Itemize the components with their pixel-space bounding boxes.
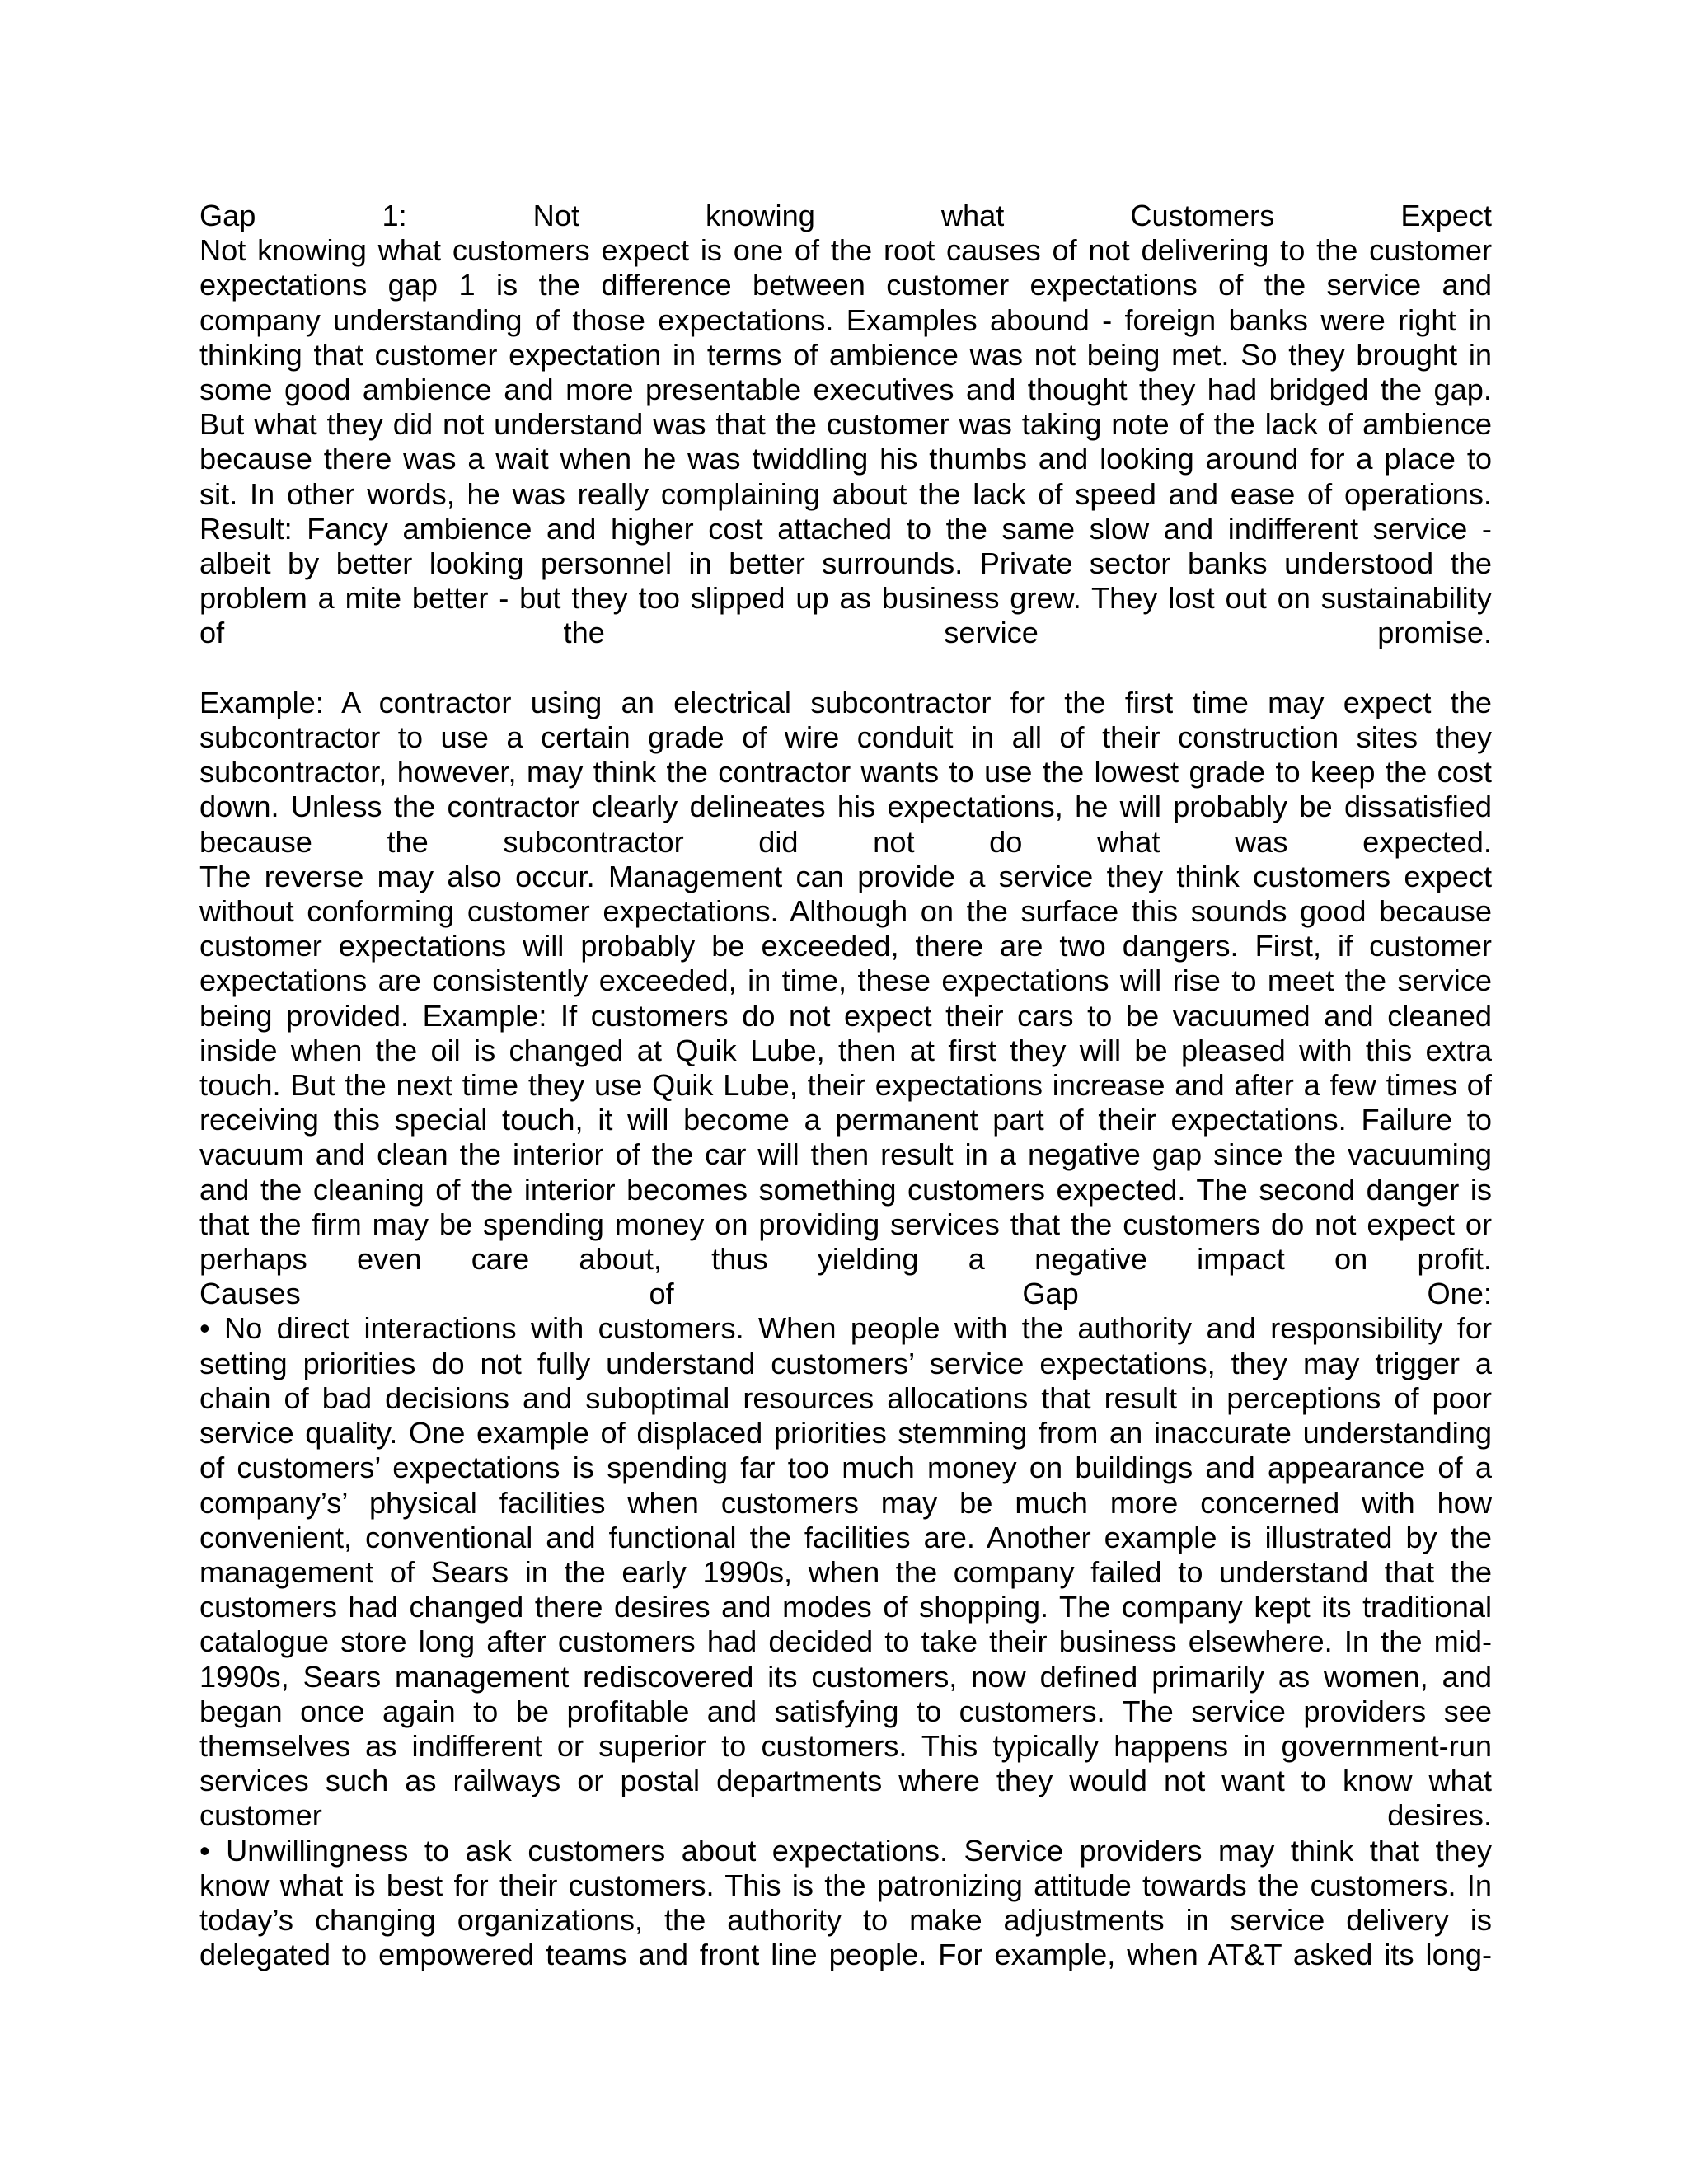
text-line: But what they did not understand was that the customer was taking note of the lack of ambience [199, 407, 1492, 442]
text-line: customer expectations will probably be exceeded, there are two dangers. First, if customer [199, 929, 1492, 963]
text-line: 1990s, Sears management rediscovered its customers, now defined primarily as women, and [199, 1659, 1492, 1694]
text-line: that the firm may be spending money on providing services that the customers do not expect or [199, 1207, 1492, 1241]
text-line: and the cleaning of the interior becomes something customers expected. The second danger is [199, 1172, 1492, 1207]
text-line: began once again to be profitable and satisfying to customers. The service providers see [199, 1694, 1492, 1728]
text-line: customers had changed there desires and modes of shopping. The company kept its traditional [199, 1590, 1492, 1624]
text-line: because the subcontractor did not do what was expected. [199, 824, 1492, 859]
text-line: subcontractor, however, may think the contractor wants to use the lowest grade to keep the cost [199, 755, 1492, 790]
text-line: Causes of Gap One: [199, 1277, 1492, 1311]
text-line: know what is best for their customers. This is the patronizing attitude towards the customers. In [199, 1868, 1492, 1902]
text-line: without conforming customer expectations. Although on the surface this sounds good because [199, 894, 1492, 929]
text-line: thinking that customer expectation in terms of ambience was not being met. So they brought in [199, 337, 1492, 372]
text-line: Gap 1: Not knowing what Customers Expect [199, 199, 1492, 232]
document-body-text [199, 199, 1492, 1972]
text-line: delegated to empowered teams and front line people. For example, when AT&T asked its long- [199, 1938, 1492, 1972]
text-line: receiving this special touch, it will become a permanent part of their expectations. Failure to [199, 1103, 1492, 1137]
text-line: The reverse may also occur. Management can provide a service they think customers expect [199, 859, 1492, 893]
text-line: service quality. One example of displaced priorities stemming from an inaccurate understanding [199, 1416, 1492, 1451]
text-line: some good ambience and more presentable executives and thought they had bridged the gap. [199, 373, 1492, 407]
blank-line [199, 651, 1492, 686]
text-line: services such as railways or postal departments where they would not want to know what [199, 1764, 1492, 1798]
text-line: today’s changing organizations, the authority to make adjustments in service delivery is [199, 1902, 1492, 1937]
text-line: Not knowing what customers expect is one of the root causes of not delivering to the customer [199, 233, 1492, 268]
text-line: of customers’ expectations is spending far too much money on buildings and appearance of a [199, 1451, 1492, 1485]
text-line: inside when the oil is changed at Quik Lube, then at first they will be pleased with this extra [199, 1033, 1492, 1067]
text-line: subcontractor to use a certain grade of wire conduit in all of their construction sites they [199, 720, 1492, 755]
text-line: setting priorities do not fully understand customers’ service expectations, they may trigger a [199, 1346, 1492, 1380]
text-line: because there was a wait when he was twiddling his thumbs and looking around for a place to [199, 442, 1492, 476]
text-line: of the service promise. [199, 616, 1492, 650]
text-line: perhaps even care about, thus yielding a negative impact on profit. [199, 1242, 1492, 1277]
text-line: problem a mite better - but they too slipped up as business grew. They lost out on sustainability [199, 581, 1492, 616]
text-line: • No direct interactions with customers. When people with the authority and responsibility for [199, 1311, 1492, 1346]
text-line: company understanding of those expectations. Examples abound - foreign banks were right in [199, 302, 1492, 337]
text-line: catalogue store long after customers had decided to take their business elsewhere. In the mid- [199, 1624, 1492, 1659]
text-line: albeit by better looking personnel in better surrounds. Private sector banks understood the [199, 546, 1492, 581]
text-line: Example: A contractor using an electrical subcontractor for the first time may expect the [199, 685, 1492, 719]
text-line: vacuum and clean the interior of the car will then result in a negative gap since the vacuuming [199, 1137, 1492, 1172]
text-line: • Unwillingness to ask customers about expectations. Service providers may think that they [199, 1833, 1492, 1868]
text-line: being provided. Example: If customers do not expect their cars to be vacuumed and cleaned [199, 998, 1492, 1033]
text-line: management of Sears in the early 1990s, when the company failed to understand that the [199, 1554, 1492, 1589]
text-line: expectations gap 1 is the difference between customer expectations of the service and [199, 268, 1492, 302]
text-line: convenient, conventional and functional the facilities are. Another example is illustrated by the [199, 1520, 1492, 1554]
text-line: down. Unless the contractor clearly delineates his expectations, he will probably be dissatisfied [199, 790, 1492, 824]
text-line: themselves as indifferent or superior to customers. This typically happens in government-run [199, 1728, 1492, 1763]
text-line: touch. But the next time they use Quik Lube, their expectations increase and after a few times of [199, 1068, 1492, 1103]
text-line: chain of bad decisions and suboptimal resources allocations that result in perceptions of poor [199, 1380, 1492, 1415]
text-line: company’s’ physical facilities when customers may be much more concerned with how [199, 1485, 1492, 1520]
text-line: Result: Fancy ambience and higher cost attached to the same slow and indifferent service - [199, 511, 1492, 546]
text-line: expectations are consistently exceeded, in time, these expectations will rise to meet the service [199, 963, 1492, 998]
text-line: sit. In other words, he was really complaining about the lack of speed and ease of operations. [199, 476, 1492, 511]
text-line: customer desires. [199, 1798, 1492, 1833]
